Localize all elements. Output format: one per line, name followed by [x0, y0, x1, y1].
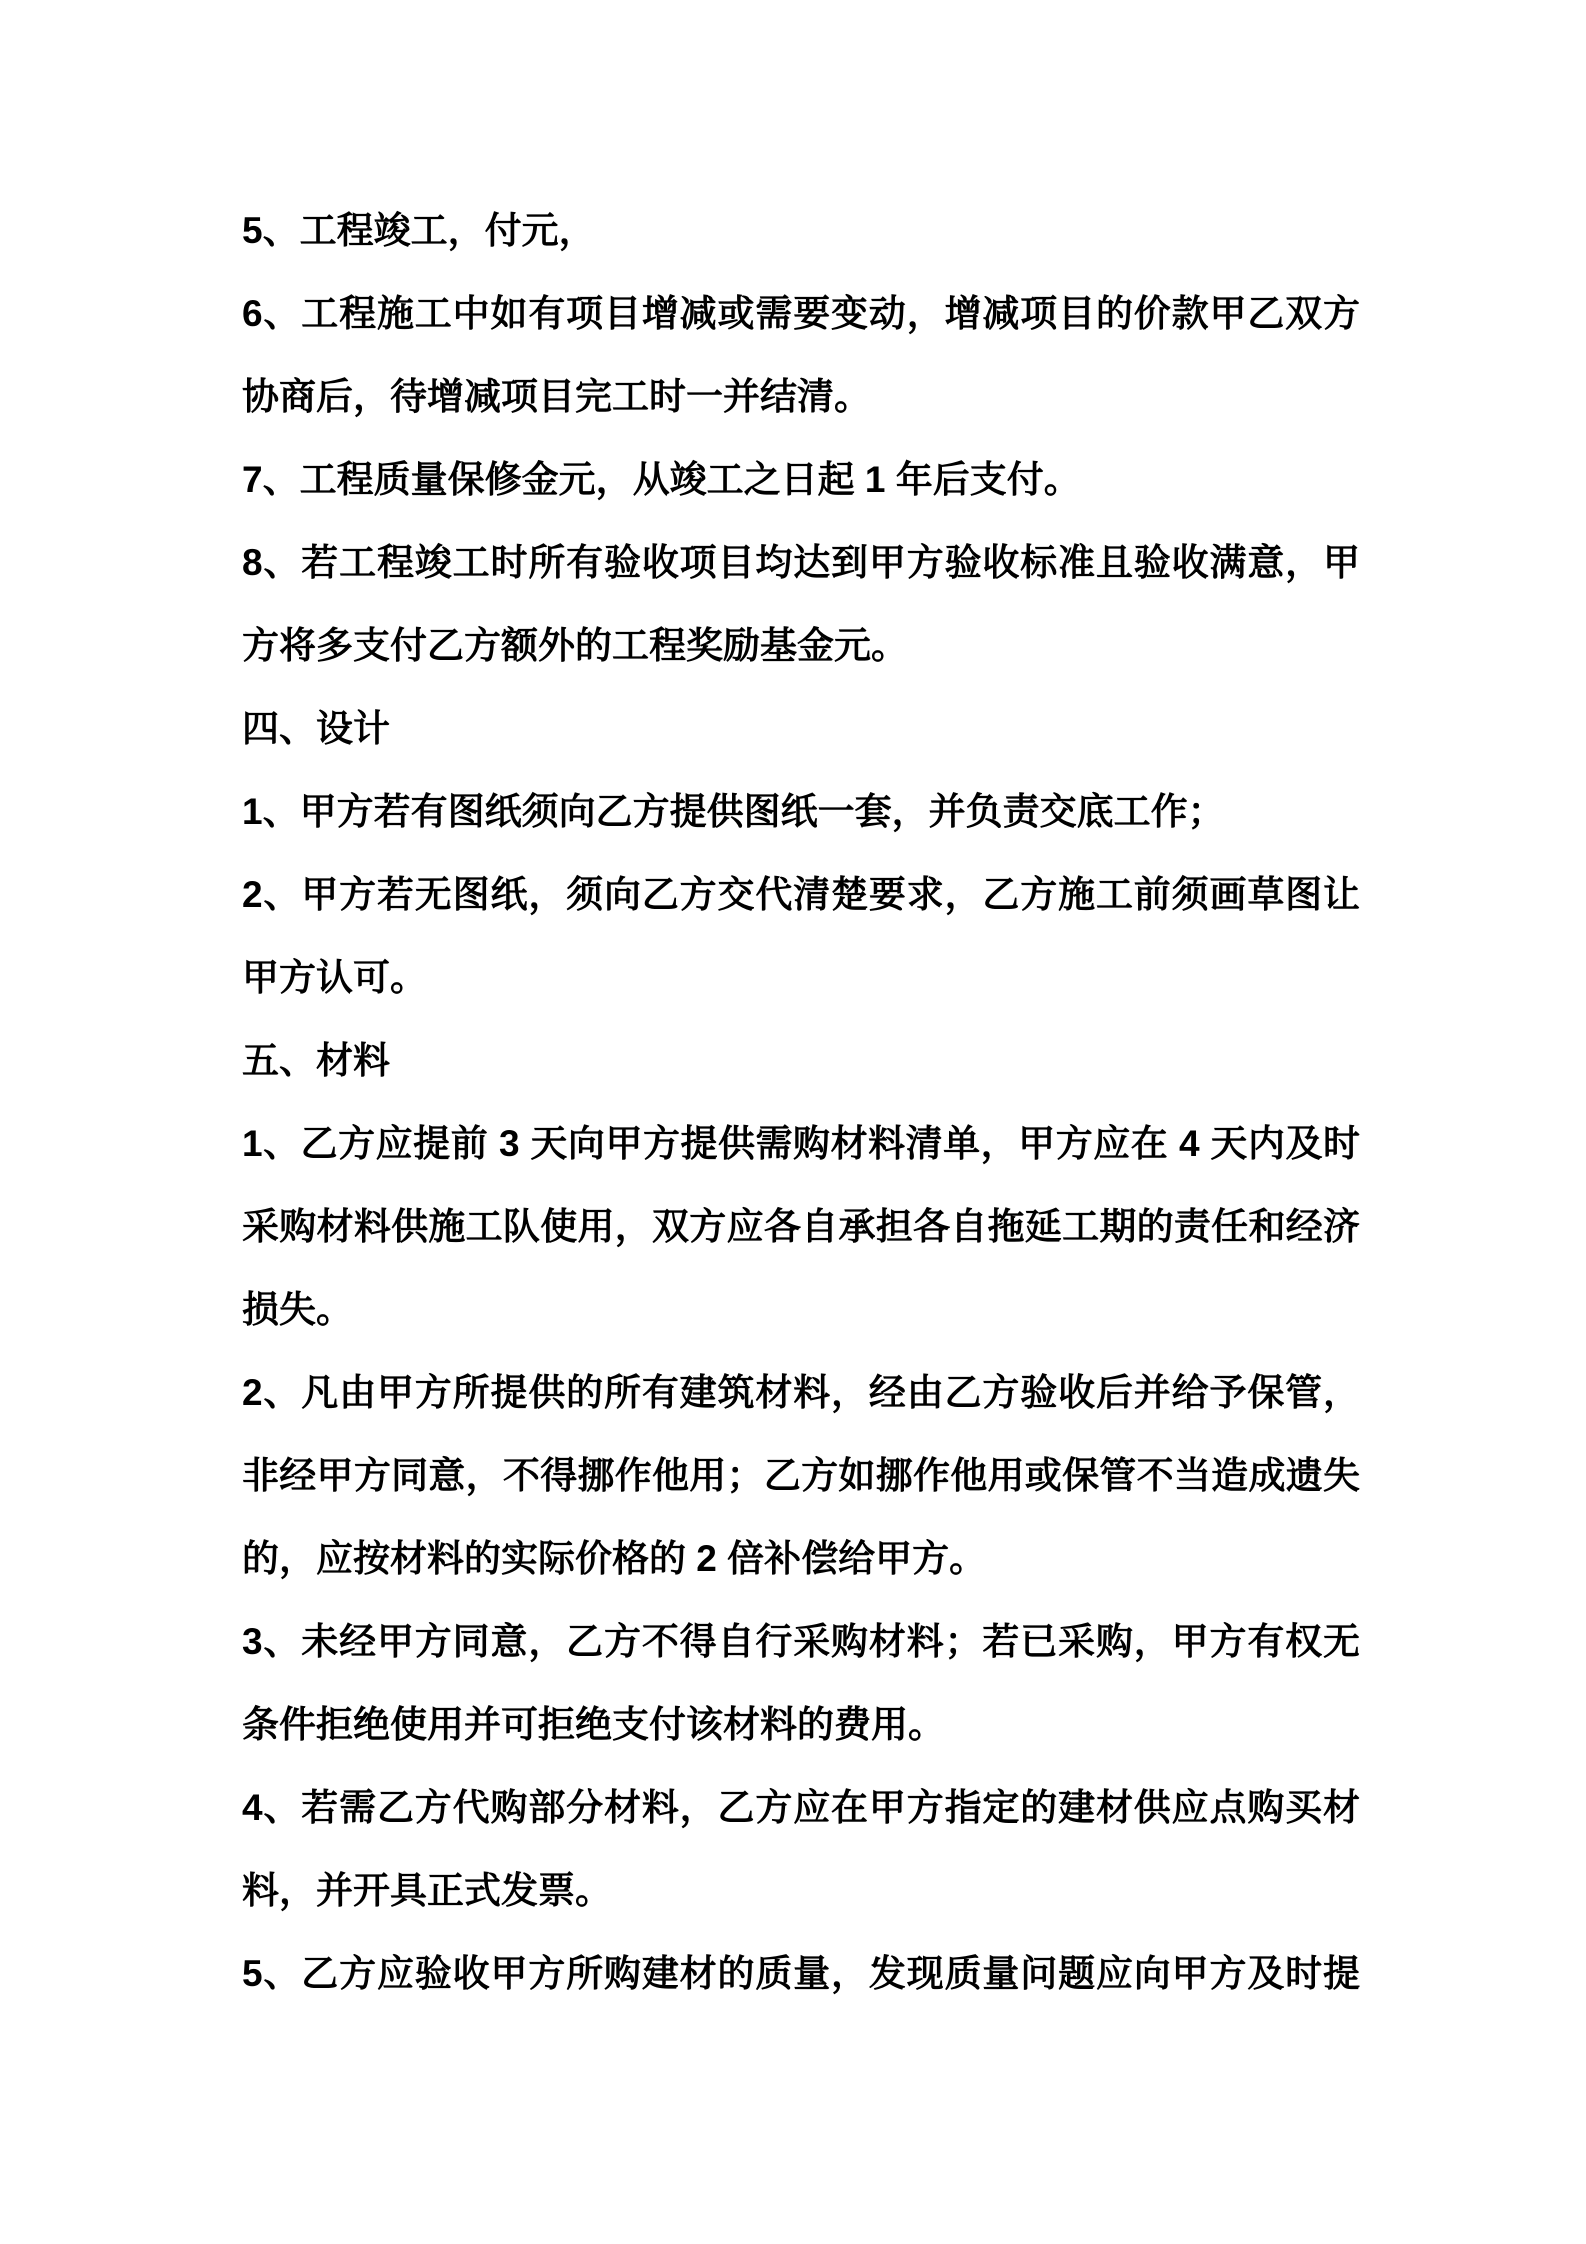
text-line: 3、未经甲方同意，乙方不得自行采购材料；若已采购，甲方有权无 [242, 1621, 1360, 1662]
text-line: 1、甲方若有图纸须向乙方提供图纸一套，并负责交底工作； [242, 791, 1225, 832]
text-line: 非经甲方同意，不得挪作他用；乙方如挪作他用或保管不当造成遗失 [242, 1455, 1360, 1496]
text-line: 7、工程质量保修金元，从竣工之日起 1 年后支付。 [242, 459, 1081, 500]
text-line: 五、材料 [242, 1040, 390, 1081]
text-line: 协商后，待增减项目完工时一并结清。 [242, 376, 871, 417]
text-line: 甲方认可。 [242, 957, 427, 998]
text-line: 四、设计 [242, 708, 390, 749]
text-line: 条件拒绝使用并可拒绝支付该材料的费用。 [242, 1704, 945, 1745]
text-line: 的，应按材料的实际价格的 2 倍补偿给甲方。 [242, 1538, 987, 1579]
text-line: 6、工程施工中如有项目增减或需要变动，增减项目的价款甲乙双方 [242, 293, 1360, 334]
text-line: 采购材料供施工队使用，双方应各自承担各自拖延工期的责任和经济 [242, 1206, 1360, 1247]
text-lines [242, 189, 1360, 2015]
text-line: 8、若工程竣工时所有验收项目均达到甲方验收标准且验收满意，甲 [242, 542, 1360, 583]
text-line: 料，并开具正式发票。 [242, 1870, 612, 1911]
text-line: 2、凡由甲方所提供的所有建筑材料，经由乙方验收后并给予保管， [242, 1372, 1360, 1413]
text-line: 4、若需乙方代购部分材料，乙方应在甲方指定的建材供应点购买材 [242, 1787, 1360, 1828]
text-line: 损失。 [242, 1289, 353, 1330]
text-line: 1、乙方应提前 3 天向甲方提供需购材料清单，甲方应在 4 天内及时 [242, 1123, 1360, 1164]
text-line: 5、乙方应验收甲方所购建材的质量，发现质量问题应向甲方及时提 [242, 1953, 1360, 1994]
text-line: 5、工程竣工，付元， [242, 210, 596, 251]
text-line: 2、甲方若无图纸，须向乙方交代清楚要求，乙方施工前须画草图让 [242, 874, 1360, 915]
text-line: 方将多支付乙方额外的工程奖励基金元。 [242, 625, 908, 666]
